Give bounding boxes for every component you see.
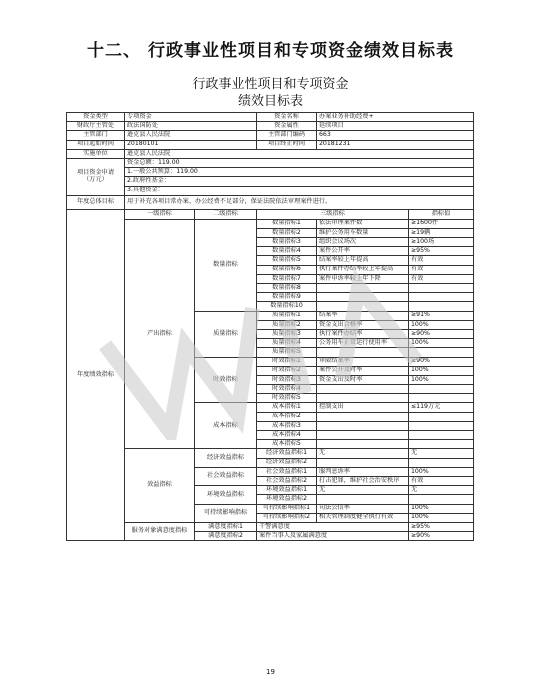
dept-label: 主管部门 <box>67 131 125 140</box>
indicator-description: 干警满意度 <box>257 522 409 531</box>
indicator-value <box>409 412 474 421</box>
start-label: 项目起始时间 <box>67 140 125 149</box>
dept-code-value: 663 <box>317 131 474 140</box>
output-indicator-label: 产出指标 <box>125 219 195 449</box>
fund-type-label: 资金类型 <box>67 113 125 122</box>
indicator-value <box>409 495 474 504</box>
indicator-description: 服判息诉率 <box>317 467 409 476</box>
indicator-description <box>317 394 409 403</box>
header-value: 指标值 <box>409 209 474 219</box>
indicator-row <box>67 449 474 458</box>
indicator-name: 时效指标4 <box>257 385 317 394</box>
indicator-name: 数量指标8 <box>257 284 317 293</box>
indicator-description: 结案率 <box>317 311 409 320</box>
indicator-description <box>317 458 409 467</box>
indicator-description: 资金支出合格率 <box>317 320 409 329</box>
indicator-value <box>409 394 474 403</box>
public-budget: 1.一般公共预算：119.00 <box>125 168 474 177</box>
indicator-description: 无 <box>317 449 409 458</box>
indicator-value: 100% <box>409 467 474 476</box>
indicator-name: 数量指标4 <box>257 247 317 256</box>
indicator-value: ≥95% <box>409 247 474 256</box>
indicator-value: 100% <box>409 320 474 329</box>
indicator-description: 案件公开率 <box>317 247 409 256</box>
indicator-value: 100% <box>409 513 474 522</box>
indicator-name: 经济效益指标2 <box>257 458 317 467</box>
indicator-value <box>409 431 474 440</box>
attribute-value: 延续项目 <box>317 122 474 131</box>
info-section <box>67 113 474 210</box>
impl-value: 逊克县人民法院 <box>125 149 474 158</box>
impl-label: 实施单位 <box>67 149 125 158</box>
indicator-description: 打击犯罪，维护社会治安秩序 <box>317 476 409 485</box>
funding-label: 项目资金申请 （万元） <box>67 158 125 195</box>
indicator-description <box>317 302 409 311</box>
indicator-description: 无 <box>317 486 409 495</box>
social-indicator-label: 社会效益指标 <box>195 467 257 485</box>
indicator-name: 质量指标3 <box>257 329 317 338</box>
indicator-description: 资金支出及时率 <box>317 375 409 384</box>
indicator-value: ≥95% <box>409 522 474 531</box>
indicator-description: 控制支出 <box>317 403 409 412</box>
timeliness-indicator-label: 时效指标 <box>195 357 257 403</box>
indicator-name: 数量指标7 <box>257 274 317 283</box>
indicator-description: 相关管理制度健全执行有效 <box>317 513 409 522</box>
indicator-name: 可持续影响指标1 <box>257 504 317 513</box>
table-title-line1: 行政事业性项目和专项资金 <box>192 77 349 92</box>
indicator-value: ≥100场 <box>409 238 474 247</box>
table-title-line2: 绩效目标表 <box>237 94 303 109</box>
annual-indicator-label: 年度绩效指标 <box>67 209 125 541</box>
indicator-name: 环境效益指标1 <box>257 486 317 495</box>
gov-fund: 2.政府性基金： <box>125 177 474 186</box>
indicator-value: 100% <box>409 504 474 513</box>
end-label: 项目终止时间 <box>257 140 317 149</box>
indicator-value <box>409 440 474 449</box>
indicator-value: ≥1600件 <box>409 219 474 228</box>
header-level1: 一级指标 <box>125 209 195 219</box>
indicator-value <box>409 458 474 467</box>
indicator-name: 经济效益指标1 <box>257 449 317 458</box>
indicator-value: ≥90% <box>409 357 474 366</box>
indicator-name: 环境效益指标2 <box>257 495 317 504</box>
indicator-description <box>317 421 409 430</box>
table-title <box>0 76 541 110</box>
indicator-name: 满意度指标1 <box>195 522 257 531</box>
indicator-description <box>317 293 409 302</box>
indicator-value <box>409 284 474 293</box>
quantity-indicator-label: 数量指标 <box>195 219 257 311</box>
performance-target-table <box>66 112 474 541</box>
indicator-value <box>409 293 474 302</box>
indicator-row <box>67 522 474 531</box>
indicator-name: 时效指标5 <box>257 394 317 403</box>
benefit-indicator-label: 效益指标 <box>125 449 195 523</box>
start-value: 20180101 <box>125 140 257 149</box>
indicator-name: 社会效益指标1 <box>257 467 317 476</box>
annual-goal-text: 用于补充各项目常办案、办公经费不足部分，保证法院依法审理案件进行。 <box>125 195 474 209</box>
indicator-description <box>317 284 409 293</box>
indicator-value: 无 <box>409 449 474 458</box>
header-level3: 三级指标 <box>257 209 409 219</box>
indicator-value: 有效 <box>409 476 474 485</box>
indicator-description <box>317 440 409 449</box>
indicator-description: 司法公信率 <box>317 504 409 513</box>
indicator-name: 数量指标1 <box>257 219 317 228</box>
indicator-name: 数量指标9 <box>257 293 317 302</box>
indicator-description <box>317 495 409 504</box>
finance-dept-value: 政法国防处 <box>125 122 257 131</box>
indicator-description: 组织会议场次 <box>317 238 409 247</box>
indicator-value: ≥19辆 <box>409 228 474 237</box>
indicator-name: 成本指标3 <box>257 421 317 430</box>
indicator-name: 数量指标6 <box>257 265 317 274</box>
indicator-name: 质量指标2 <box>257 320 317 329</box>
indicator-value: ≥91% <box>409 311 474 320</box>
indicator-name: 质量指标4 <box>257 339 317 348</box>
fund-name-value: 办案业务补助经费+ <box>317 113 474 122</box>
indicator-description: 公务用车正常运行使用率 <box>317 339 409 348</box>
page-number: 19 <box>266 668 275 676</box>
indicator-name: 社会效益指标2 <box>257 476 317 485</box>
attribute-label: 资金属性 <box>257 122 317 131</box>
indicator-header-row <box>67 209 474 219</box>
indicator-value <box>409 421 474 430</box>
page-heading: 十二、 行政事业性项目和专项资金绩效目标表 <box>87 41 454 61</box>
dept-value: 逊克县人民法院 <box>125 131 257 140</box>
indicator-description: 案件当事人及家属满意度 <box>257 532 409 541</box>
indicator-value: 有效 <box>409 265 474 274</box>
header-level2: 二级指标 <box>195 209 257 219</box>
environmental-indicator-label: 环境效益指标 <box>195 486 257 504</box>
indicator-description: 执行案件办结率 <box>317 329 409 338</box>
indicator-name: 成本指标4 <box>257 431 317 440</box>
indicator-value: 有效 <box>409 274 474 283</box>
indicator-name: 质量指标5 <box>257 348 317 357</box>
indicator-description: 执行案件办结率较上年提高 <box>317 265 409 274</box>
indicator-value <box>409 302 474 311</box>
indicator-value: 100% <box>409 339 474 348</box>
indicator-name: 成本指标1 <box>257 403 317 412</box>
indicator-description <box>317 431 409 440</box>
fund-type-value: 专项资金 <box>125 113 257 122</box>
indicator-value: ≥90% <box>409 329 474 338</box>
indicator-value: ≥90% <box>409 532 474 541</box>
indicator-description <box>317 385 409 394</box>
indicator-value: 100% <box>409 375 474 384</box>
satisfaction-indicator-label: 服务对象满意度指标 <box>125 522 195 540</box>
indicator-name: 满意度指标2 <box>195 532 257 541</box>
indicator-description <box>317 412 409 421</box>
indicator-name: 数量指标10 <box>257 302 317 311</box>
finance-dept-label: 财政厅主管处 <box>67 122 125 131</box>
indicator-value: 100% <box>409 366 474 375</box>
indicator-description: 案件公开及时率 <box>317 366 409 375</box>
sustainable-indicator-label: 可持续影响指标 <box>195 504 257 522</box>
indicator-name: 时效指标3 <box>257 375 317 384</box>
indicator-description: 维护公务用车数量 <box>317 228 409 237</box>
indicator-description: 审限结案率 <box>317 357 409 366</box>
indicator-name: 数量指标5 <box>257 256 317 265</box>
indicator-value <box>409 348 474 357</box>
indicator-description <box>317 348 409 357</box>
economic-indicator-label: 经济效益指标 <box>195 449 257 467</box>
indicator-name: 成本指标5 <box>257 440 317 449</box>
dept-code-label: 主管部门编码 <box>257 131 317 140</box>
indicator-value: 无 <box>409 486 474 495</box>
indicator-name: 成本指标2 <box>257 412 317 421</box>
indicator-value: 有效 <box>409 256 474 265</box>
indicator-name: 时效指标2 <box>257 366 317 375</box>
quality-indicator-label: 质量指标 <box>195 311 257 357</box>
other-fund: 3.其他资金： <box>125 186 474 195</box>
indicator-name: 时效指标1 <box>257 357 317 366</box>
end-value: 20181231 <box>317 140 474 149</box>
indicator-row <box>67 219 474 228</box>
indicator-name: 数量指标3 <box>257 238 317 247</box>
cost-indicator-label: 成本指标 <box>195 403 257 449</box>
indicator-description: 依法审理案件数 <box>317 219 409 228</box>
indicator-description: 结案率较上年提高 <box>317 256 409 265</box>
indicator-value <box>409 385 474 394</box>
total-funding: 资金总额：119.00 <box>125 158 474 167</box>
indicator-name: 质量指标1 <box>257 311 317 320</box>
annual-goal-label: 年度总体目标 <box>67 195 125 209</box>
fund-name-label: 资金名称 <box>257 113 317 122</box>
indicator-value: ≤119万元 <box>409 403 474 412</box>
indicator-description: 案件申诉率较上年下降 <box>317 274 409 283</box>
indicator-name: 可持续影响指标2 <box>257 513 317 522</box>
indicator-name: 数量指标2 <box>257 228 317 237</box>
indicator-section <box>67 209 474 541</box>
